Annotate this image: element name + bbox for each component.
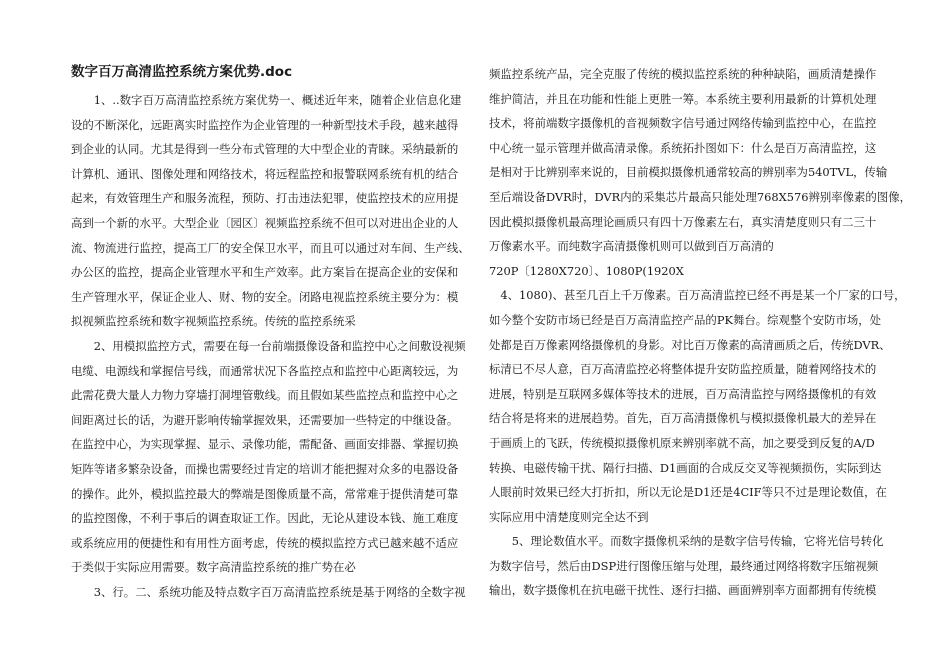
right-line: 为数字信号，然后由DSP进行图像压缩与处理，最终通过网络将数字压缩视频 — [489, 558, 879, 573]
left-line: 此需花费大量人力物力穿墙打洞埋管敷线。而且假如某些监控点和监控中心之 — [71, 388, 459, 403]
left-line: 在监控中心，为实现掌握、显示、录像功能，需配备、画面安排器、掌握切换 — [71, 437, 459, 452]
left-line: 办公区的监控，提高企业管理水平和生产效率。此方案旨在提高企业的安保和 — [71, 265, 459, 280]
right-line: 720P〔1280X720〕、1080P(1920X — [489, 263, 684, 278]
right-line: 中心统一显示管理并做高清录像。系统拓扑图如下：什么是百万高清监控，这 — [489, 140, 877, 155]
left-line: 2、用模拟监控方式，需要在每一台前端摄像设备和监控中心之间敷设视频 — [71, 338, 466, 353]
left-line: 或系统应用的便捷性和有用性方面考虑，传统的模拟监控方式已越来越不适应 — [71, 535, 459, 550]
right-line: 因此模拟摄像机最高理论画质只有四十万像素左右，真实清楚度则只有二三十 — [489, 214, 877, 229]
left-line: 到企业的认同。尤其是得到一些分布式管理的大中型企业的青睐。采纳最新的 — [71, 142, 459, 157]
right-line: 人眼前时效果已经大打折扣，所以无论是D1还是4CIF等只不过是理论数值，在 — [489, 485, 887, 500]
right-column — [489, 62, 911, 603]
right-line: 进展，特别是互联网多媒体等技术的进展，百万高清监控与网络摄像机的有效 — [489, 386, 877, 401]
left-line: 高到一个新的水平。大型企业〔园区〕视频监控系统不但可以对进出企业的人 — [71, 215, 459, 230]
left-line: 起来，有效管理生产和服务流程，预防、打击违法犯罪，使监控技术的应用提 — [71, 191, 459, 206]
right-line: 处都是百万像素网络摄像机的身影。对比百万像素的高清画质之后，传统DVR、 — [489, 337, 891, 352]
left-line: 计算机、通讯、图像处理和网络技术，将远程监控和报警联网系统有机的结合 — [71, 166, 459, 181]
left-line: 的监控图像，不利于事后的调查取证工作。因此，无论从建设本钱、施工难度 — [71, 511, 459, 526]
left-line: 3、行。二、系统功能及特点数字百万高清监控系统是基于网络的全数字视 — [71, 584, 466, 599]
left-line: 1、..数字百万高清监控系统方案优势一、概述近年来，随着企业信息化建 — [71, 93, 462, 107]
right-line: 如今整个安防市场已经是百万高清监控产品的PK舞台。综观整个安防市场，处 — [489, 312, 882, 327]
left-line: 拟视频监控系统和数字视频监控系统。传统的监控系统采 — [71, 314, 356, 329]
left-line: 生产管理水平，保证企业人、财、物的安全。闭路电视监控系统主要分为：模 — [71, 289, 459, 304]
left-line: 流、物流进行监控，提高工厂的安全保卫水平，而且可以通过对车间、生产线、 — [71, 240, 470, 255]
left-text-block — [71, 88, 470, 604]
left-line: 间距离过长的话，为避开影响传输掌握效果，还需要加一些特定的中继设备。 — [71, 412, 459, 427]
right-line: 万像素水平。而纯数字高清摄像机则可以做到百万高清的 — [489, 239, 774, 254]
left-line: 矩阵等诸多繁杂设备，而操也需要经过肯定的培训才能把握对众多的电器设备 — [71, 461, 459, 476]
left-line: 电缆、电源线和掌握信号线，而通常状况下各监控点和监控中心距离较远，为 — [71, 363, 459, 378]
right-line: 维护简洁，并且在功能和性能上更胜一筹。本系统主要利用最新的计算机处理 — [489, 91, 877, 106]
right-line: 标清已不尽人意，百万高清监控必将整体提升安防监控质量，随着网络技术的 — [489, 362, 877, 377]
left-column — [71, 60, 470, 604]
document-title: 数字百万高清监控系统方案优势.doc — [71, 64, 293, 80]
right-line: 于画质上的飞跃，传统模拟摄像机原来辨别率就不高，加之要受到反复的A/D — [489, 435, 875, 450]
left-line: 的操作。此外，模拟监控最大的弊端是图像质量不高，常常难于提供清楚可靠 — [71, 486, 459, 501]
right-line: 技术，将前端数字摄像机的音视频数字信号通过网络传输到监控中心，在监控 — [489, 116, 877, 131]
left-line: 设的不断深化，远距离实时监控作为企业管理的一种新型技术手段，越来越得 — [71, 117, 459, 132]
right-line: 输出，数字摄像机在抗电磁干扰性、逐行扫描、画面辨别率方面都拥有传统模 — [489, 583, 877, 598]
right-line: 频监控系统产品，完全克服了传统的模拟监控系统的种种缺陷，画质清楚操作 — [489, 67, 877, 81]
right-line: 转换、电磁传输干扰、隔行扫描、D1画面的合成反交叉等视频损伤，实际到达 — [489, 460, 882, 475]
right-line: 至后端设备DVR时，DVR内的采集芯片最高只能处理768X576辨别率像素的图像， — [489, 189, 911, 204]
right-line: 是相对于比辨别率来说的，目前模拟摄像机通常较高的辨别率为540TVL，传输 — [489, 165, 888, 180]
right-line: 结合将是将来的进展趋势。首先，百万高清摄像机与模拟摄像机最大的差异在 — [489, 411, 877, 426]
right-line: 实际应用中清楚度则完全达不到 — [489, 509, 649, 524]
right-line: 5、理论数值水平。而数字摄像机采纳的是数字信号传输，它将光信号转化 — [489, 534, 884, 549]
right-line: 4、1080)、甚至几百上千万像素。百万高清监控已经不再是某一个厂家的口号， — [489, 288, 906, 303]
left-line: 于类似于实际应用需要。数字高清监控系统的推广势在必 — [71, 560, 356, 575]
